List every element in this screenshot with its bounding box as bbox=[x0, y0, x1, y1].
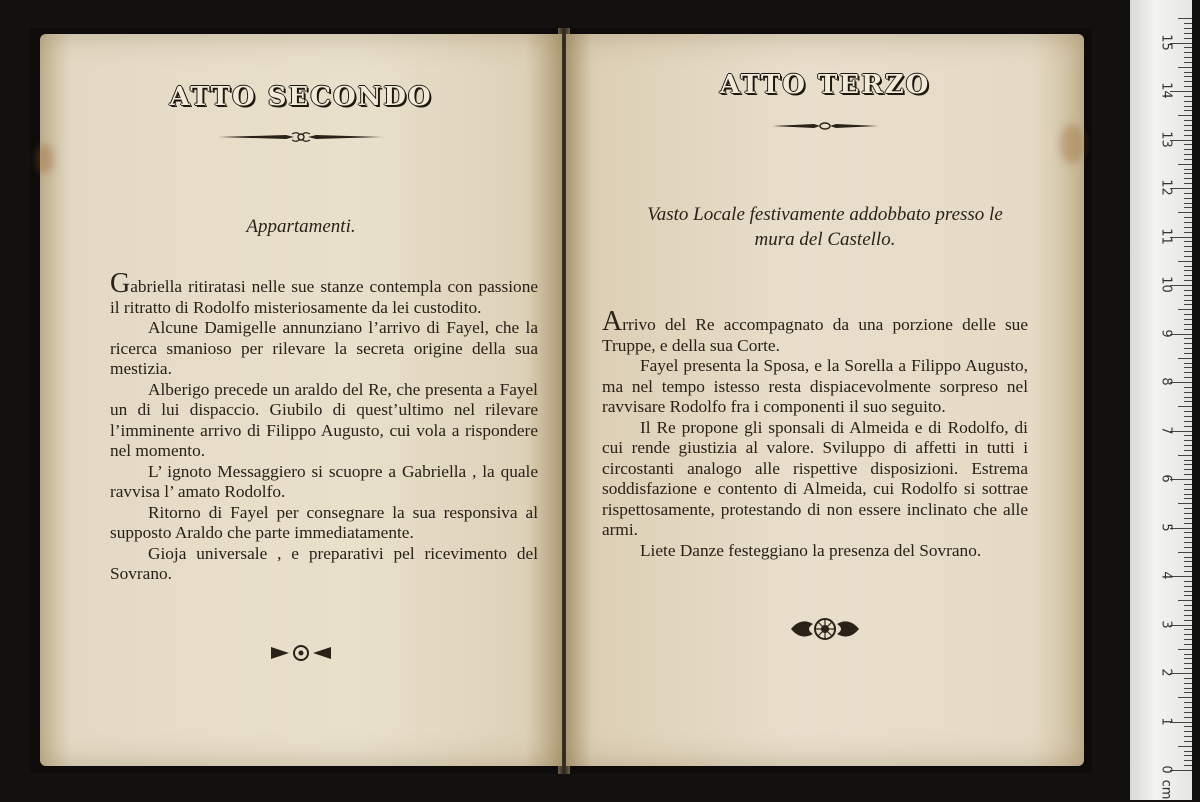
ruler-tick bbox=[1184, 547, 1192, 548]
ruler-tick bbox=[1184, 741, 1192, 742]
ruler-tick bbox=[1184, 421, 1192, 422]
ruler-tick bbox=[1184, 460, 1192, 461]
ruler-tick bbox=[1184, 266, 1192, 267]
ruler-number: 0 bbox=[1158, 765, 1174, 774]
ruler-tick bbox=[1184, 566, 1192, 567]
paragraph: L’ ignoto Messaggiero si scuopre a Gabriella , la quale ravvisa l’ amato Rodolfo. bbox=[110, 461, 538, 501]
ruler-tick bbox=[1184, 178, 1192, 179]
ruler-tick bbox=[1178, 18, 1192, 19]
ruler-tick bbox=[1184, 392, 1192, 393]
ruler-number: 2 bbox=[1158, 668, 1174, 677]
ruler-tick bbox=[1184, 270, 1192, 271]
ruler-tick bbox=[1184, 634, 1192, 635]
ruler-tick bbox=[1184, 130, 1192, 131]
ruler-number: 3 bbox=[1158, 619, 1174, 629]
ruler-tick bbox=[1178, 746, 1192, 747]
scene-heading-line: Vasto Locale festivamente addobbato presso le bbox=[647, 204, 1003, 225]
ruler-number: 4 bbox=[1158, 571, 1174, 580]
ruler-tick bbox=[1184, 508, 1192, 509]
ruler-number: 6 bbox=[1158, 474, 1174, 483]
ruler-tick bbox=[1184, 149, 1192, 150]
ruler-tick bbox=[1184, 712, 1192, 713]
ruler-tick bbox=[1184, 629, 1192, 630]
ruler-tick bbox=[1184, 586, 1192, 587]
ruler-tick bbox=[1184, 207, 1192, 208]
ruler-tick bbox=[1184, 275, 1192, 276]
title-rule-ornament bbox=[216, 130, 386, 144]
ruler-tick bbox=[1184, 101, 1192, 102]
ruler-tick bbox=[1184, 173, 1192, 174]
drop-cap: G bbox=[110, 268, 131, 299]
ruler-tick bbox=[1184, 363, 1192, 364]
ruler-tick bbox=[1184, 144, 1192, 145]
ruler-tick bbox=[1184, 135, 1192, 136]
ruler-tick bbox=[1184, 387, 1192, 388]
ruler-unit-label: cm bbox=[1158, 779, 1174, 800]
act-title: ATTO SECONDO bbox=[169, 82, 433, 112]
ruler-tick bbox=[1184, 154, 1192, 155]
ruler-tick bbox=[1184, 81, 1192, 82]
ruler-number: 9 bbox=[1158, 328, 1174, 338]
ruler-tick bbox=[1178, 67, 1192, 68]
ruler-tick bbox=[1184, 717, 1192, 718]
ruler-tick bbox=[1184, 605, 1192, 606]
ruler-tick bbox=[1184, 159, 1192, 160]
title-rule-ornament bbox=[770, 120, 880, 132]
floral-ornament-icon bbox=[269, 642, 333, 664]
ruler-tick bbox=[1184, 692, 1192, 693]
right-page bbox=[566, 34, 1084, 766]
ruler-number: 11 bbox=[1158, 227, 1174, 245]
ruler-tick bbox=[1184, 450, 1192, 451]
ruler-number: 12 bbox=[1158, 179, 1174, 196]
ruler-tick bbox=[1184, 57, 1192, 58]
ruler-tick bbox=[1184, 348, 1192, 349]
ruler-number: 10 bbox=[1158, 276, 1174, 293]
ruler-number: 5 bbox=[1158, 522, 1174, 532]
ruler-tick bbox=[1184, 110, 1192, 111]
ruler-tick bbox=[1184, 353, 1192, 354]
ruler-tick bbox=[1184, 755, 1192, 756]
ruler-tick bbox=[1184, 726, 1192, 727]
ruler-tick bbox=[1184, 38, 1192, 39]
ruler-tick bbox=[1184, 498, 1192, 499]
ruler-tick bbox=[1184, 591, 1192, 592]
ruler-tick bbox=[1184, 52, 1192, 53]
scene-heading bbox=[566, 202, 1084, 252]
ruler-tick bbox=[1184, 193, 1192, 194]
ruler-tick bbox=[1184, 688, 1192, 689]
ruler-tick bbox=[1184, 736, 1192, 737]
ruler-tick bbox=[1184, 435, 1192, 436]
ruler-number: 14 bbox=[1158, 82, 1174, 99]
ruler-tick bbox=[1184, 96, 1192, 97]
page-stain bbox=[1060, 124, 1084, 164]
ruler-tick bbox=[1178, 115, 1192, 116]
ruler-tick bbox=[1184, 654, 1192, 655]
ruler-number: 13 bbox=[1158, 130, 1174, 148]
ruler-tick bbox=[1184, 532, 1192, 533]
ruler-tick bbox=[1184, 280, 1192, 281]
ruler-tick bbox=[1184, 256, 1192, 257]
ruler-tick bbox=[1184, 47, 1192, 48]
ruler-tick bbox=[1184, 372, 1192, 373]
ruler-tick bbox=[1184, 610, 1192, 611]
ruler-tick bbox=[1178, 600, 1192, 601]
ruler-tick bbox=[1184, 678, 1192, 679]
ruler-tick bbox=[1184, 72, 1192, 73]
ruler-tick bbox=[1184, 639, 1192, 640]
ruler-tick bbox=[1184, 668, 1192, 669]
ruler-tick bbox=[1178, 261, 1192, 262]
paragraph: Ritorno di Fayel per consegnare la sua responsiva al supposto Araldo che parte immediatamente. bbox=[110, 502, 538, 542]
paragraph: Alcune Damigelle annunziano l’arrivo di Fayel, che la ricerca smanioso per rilevare la secreta origine della sua mestizia. bbox=[110, 318, 538, 378]
ruler-tick bbox=[1184, 683, 1192, 684]
ruler-tick bbox=[1184, 571, 1192, 572]
ruler-number: 15 bbox=[1158, 33, 1174, 51]
ruler-tick bbox=[1184, 377, 1192, 378]
ruler-tick bbox=[1184, 183, 1192, 184]
ruler-tick bbox=[1178, 503, 1192, 504]
ruler-tick bbox=[1184, 401, 1192, 402]
scene-heading: Appartamenti. bbox=[246, 216, 356, 237]
ruler-tick bbox=[1184, 329, 1192, 330]
ruler-tick bbox=[1184, 561, 1192, 562]
ruler-tick bbox=[1184, 426, 1192, 427]
ruler-tick bbox=[1178, 455, 1192, 456]
ruler-tick bbox=[1184, 474, 1192, 475]
ruler-tick bbox=[1184, 76, 1192, 77]
ruler-tick bbox=[1184, 484, 1192, 485]
ruler-tick bbox=[1184, 731, 1192, 732]
ruler-tick bbox=[1184, 469, 1192, 470]
ruler-tick bbox=[1184, 760, 1192, 761]
left-page bbox=[40, 34, 562, 766]
ruler-tick bbox=[1184, 751, 1192, 752]
ruler-tick bbox=[1184, 343, 1192, 344]
ruler-tick bbox=[1184, 411, 1192, 412]
open-book bbox=[30, 28, 1092, 774]
ruler-tick bbox=[1184, 440, 1192, 441]
ruler-tick bbox=[1178, 406, 1192, 407]
ruler-tick bbox=[1184, 464, 1192, 465]
ruler-tick bbox=[1178, 649, 1192, 650]
ruler-tick bbox=[1178, 552, 1192, 553]
ruler-tick bbox=[1184, 494, 1192, 495]
ruler-tick bbox=[1184, 300, 1192, 301]
paragraph: Fayel presenta la Sposa, e la Sorella a Filippo Augusto, ma nel tempo istesso resta dispiacevolmente sorpreso nel ravvisare Rodolfo fra i componenti il suo seguito. bbox=[602, 356, 1028, 416]
ruler-tick bbox=[1184, 62, 1192, 63]
ruler-tick bbox=[1184, 86, 1192, 87]
ruler-tick bbox=[1184, 644, 1192, 645]
ruler-tick bbox=[1184, 702, 1192, 703]
ruler-tick bbox=[1184, 232, 1192, 233]
ruler-tick bbox=[1178, 358, 1192, 359]
ruler-tick bbox=[1184, 246, 1192, 247]
paragraph: Liete Danze festeggiano la presenza del Sovrano. bbox=[640, 540, 982, 560]
ruler-tick bbox=[1178, 212, 1192, 213]
ruler-number: 1 bbox=[1158, 716, 1174, 726]
ruler-tick bbox=[1184, 338, 1192, 339]
paragraph bbox=[110, 268, 538, 318]
ruler-tick bbox=[1184, 765, 1192, 766]
ruler-tick bbox=[1184, 707, 1192, 708]
ruler-tick bbox=[1184, 523, 1192, 524]
paragraph-text: rrivo del Re accompagnato da una porzione delle sue Truppe, e della sua Corte. bbox=[602, 315, 1028, 355]
ruler-tick bbox=[1184, 489, 1192, 490]
paragraph-text: abriella ritiratasi nelle sue stanze contempla con passione il ritratto di Rodolfo misteriosamente da lei custodito. bbox=[110, 277, 538, 317]
measurement-ruler bbox=[1130, 0, 1192, 800]
ruler-tick bbox=[1184, 198, 1192, 199]
scene-heading-line: mura del Castello. bbox=[754, 229, 896, 250]
ruler-tick bbox=[1184, 324, 1192, 325]
ruler-tick bbox=[1184, 28, 1192, 29]
ruler-number: 8 bbox=[1158, 377, 1174, 386]
ruler-tick bbox=[1184, 445, 1192, 446]
ruler-tick bbox=[1184, 397, 1192, 398]
ruler-tick bbox=[1184, 416, 1192, 417]
ruler-tick bbox=[1184, 217, 1192, 218]
ruler-tick bbox=[1184, 518, 1192, 519]
ruler-tick bbox=[1184, 23, 1192, 24]
left-body-text bbox=[110, 268, 538, 585]
ruler-tick bbox=[1184, 222, 1192, 223]
ruler-tick bbox=[1184, 537, 1192, 538]
ruler-tick bbox=[1184, 620, 1192, 621]
ruler-tick bbox=[1178, 309, 1192, 310]
right-body-text bbox=[602, 306, 1028, 561]
act-title: ATTO TERZO bbox=[719, 70, 931, 100]
ruler-tick bbox=[1184, 542, 1192, 543]
ruler-tick bbox=[1184, 251, 1192, 252]
ruler-tick bbox=[1184, 106, 1192, 107]
page-stain bbox=[36, 144, 54, 174]
ruler-tick bbox=[1184, 33, 1192, 34]
rosette-ornament-icon bbox=[787, 614, 863, 644]
ruler-tick bbox=[1184, 557, 1192, 558]
ruler-tick bbox=[1178, 164, 1192, 165]
ruler-tick bbox=[1184, 581, 1192, 582]
paragraph: Gioja universale , e preparativi pel ricevimento del Sovrano. bbox=[110, 543, 538, 583]
ruler-number: 7 bbox=[1158, 425, 1174, 435]
ruler-tick bbox=[1184, 304, 1192, 305]
ruler-tick bbox=[1184, 295, 1192, 296]
paragraph bbox=[602, 306, 1028, 356]
paragraph: Alberigo precede un araldo del Re, che presenta a Fayel un di lui dispaccio. Giubilo di quest’ultimo nel rilevare l’imminente arrivo di Filippo Augusto, cui vola a rispondere nel momento. bbox=[110, 379, 538, 460]
drop-cap: A bbox=[602, 306, 623, 337]
paragraph: Il Re propone gli sponsali di Almeida e di Rodolfo, di cui rende giustizia al valore. Sviluppo di affetti in tutti i circostanti analogo alle rispettive disposizioni. Estrema soddisfazione e contento di Almeida, cui Rodolfo si sottrae rispettosamente, protestando di non essere inclinato che alle armi. bbox=[602, 417, 1028, 539]
ruler-tick bbox=[1184, 120, 1192, 121]
ruler-tick bbox=[1184, 290, 1192, 291]
ruler-tick bbox=[1184, 203, 1192, 204]
ruler-tick bbox=[1184, 241, 1192, 242]
ruler-tick bbox=[1184, 319, 1192, 320]
ruler-tick bbox=[1184, 367, 1192, 368]
ruler-tick bbox=[1184, 615, 1192, 616]
ruler-tick bbox=[1178, 697, 1192, 698]
ruler-tick bbox=[1184, 595, 1192, 596]
ruler-tick bbox=[1184, 658, 1192, 659]
ruler-tick bbox=[1184, 169, 1192, 170]
ruler-tick bbox=[1184, 663, 1192, 664]
ruler-tick bbox=[1184, 314, 1192, 315]
ruler-tick bbox=[1184, 125, 1192, 126]
ruler-tick bbox=[1184, 513, 1192, 514]
ruler-tick bbox=[1184, 227, 1192, 228]
